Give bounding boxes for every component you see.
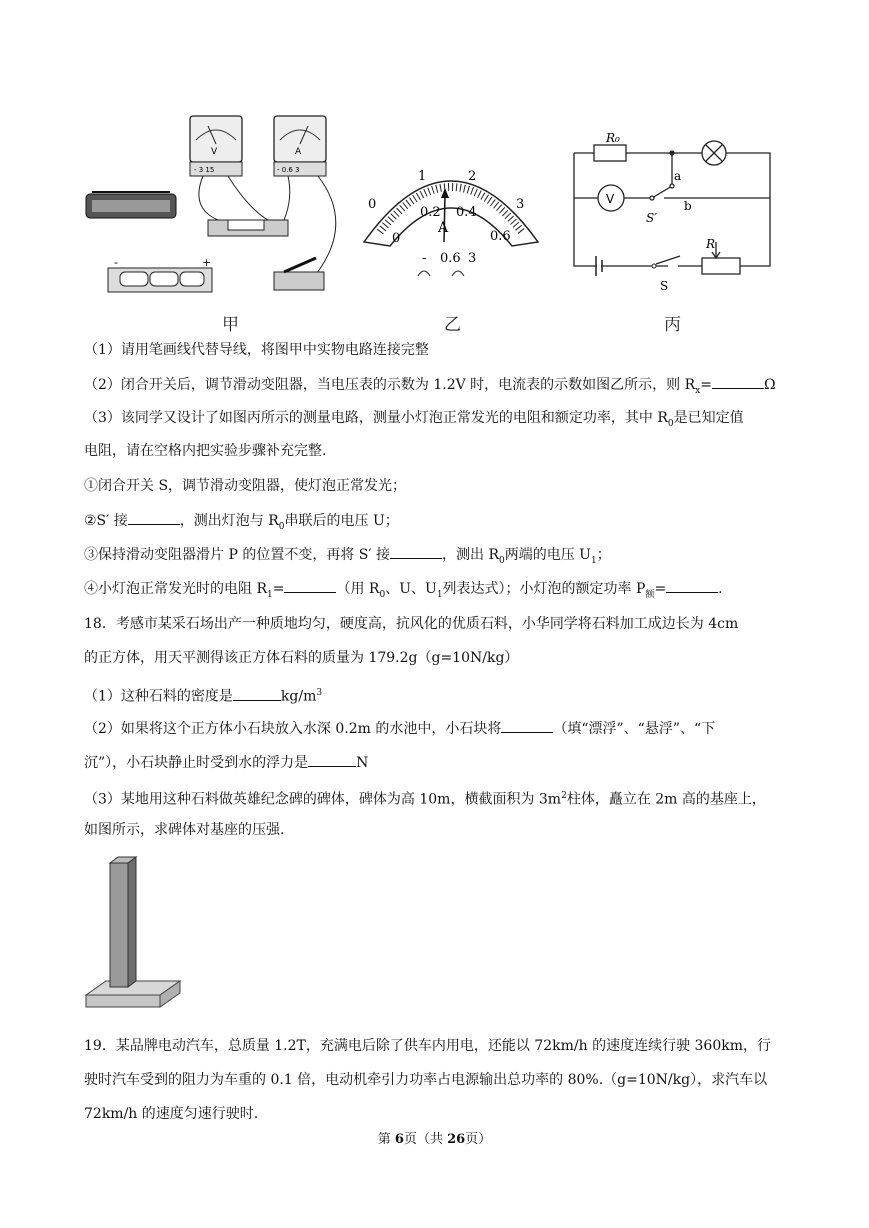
q17-part3-line1: （3）该同学又设计了如图丙所示的测量电路，测量小灯泡正常发光的电阻和额定功率，其中 $R_0$是已知定值 — [84, 410, 744, 429]
answer-blank-r1[interactable] — [284, 578, 336, 593]
figure-yi-caption: 乙 — [444, 315, 461, 335]
ammeter-letter: A — [295, 147, 302, 157]
svg-text:0: 0 — [392, 231, 401, 246]
q18-part3-line2: 如图所示，求碑体对基座的压强. — [84, 822, 285, 838]
answer-blank-rx[interactable] — [712, 374, 764, 389]
svg-text:0.4: 0.4 — [456, 205, 477, 220]
svg-text:0.2: 0.2 — [420, 205, 441, 220]
q18-part2-line2: 沉”），小石块静止时受到水的浮力是 N — [84, 752, 368, 773]
q17-step2: ②S′ 接 ，测出灯泡与 $R_0$串联后的电压 U； — [84, 510, 399, 537]
svg-text:1: 1 — [418, 169, 427, 184]
q19-line3: 72km/h 的速度匀速行驶时. — [84, 1106, 259, 1122]
q18-line2: 的正方体，用天平测得该正方体石料的质量为 179.2g（g=10N/kg） — [84, 650, 519, 666]
svg-text:b: b — [684, 199, 692, 213]
svg-text:V: V — [606, 192, 615, 206]
answer-blank-buoyancy[interactable] — [308, 752, 356, 767]
svg-text:3: 3 — [516, 197, 525, 212]
svg-text:0: 0 — [368, 197, 377, 212]
answer-blank-step2[interactable] — [128, 510, 180, 525]
svg-text:-: - — [422, 251, 427, 266]
svg-text:S′: S′ — [646, 211, 657, 225]
page-total: 26 — [447, 1132, 466, 1147]
q17-step4: ④小灯泡正常发光时的电阻 $R_1=$ （用 $R_0$、U、$U_1$列表达式）；小灯泡的额定功率 $P_额=$ . — [84, 578, 723, 605]
dial-unit-letter: A — [438, 220, 449, 236]
svg-text:- 3 15: - 3 15 — [194, 166, 215, 174]
svg-text:-: - — [114, 256, 118, 269]
q18-part2-line1: （2）如果将这个正方体小石块放入水深 0.2m 的水池中，小石块将 （填“漂浮”、“悬浮”、“下 — [84, 718, 715, 739]
q17-part3-line2: 电阻，请在空格内把实验步骤补充完整. — [84, 443, 327, 459]
answer-blank-power[interactable] — [666, 578, 718, 593]
figure-bing-circuit — [568, 128, 778, 293]
svg-text:S: S — [660, 279, 669, 293]
q19-line2: 驶时汽车受到的阻力为车重的 0.1 倍，电动机牵引力功率占电源输出总功率的 80%.（g=10N/kg），求汽车以 — [84, 1072, 768, 1088]
svg-text:R₀: R₀ — [606, 131, 620, 145]
page-footer: 第 6页（共 26页） — [377, 1132, 492, 1147]
q18-line1: 18．考感市某采石场出产一种质地均匀，硬度高，抗风化的优质石料，小华同学将石料加工成边长为 4cm — [84, 616, 739, 632]
figure-jia-circuit — [78, 108, 338, 298]
svg-text:2: 2 — [468, 169, 477, 184]
svg-text:+: + — [202, 256, 212, 269]
svg-text:3: 3 — [468, 251, 477, 266]
q18-part1: （1）这种石料的密度是 $kg/m^3$ — [84, 683, 322, 707]
svg-text:R: R — [706, 237, 716, 251]
q17-step3: ③保持滑动变阻器滑片 P 的位置不变，再将 S′ 接 ，测出 $R_0$两端的电压 $U_1$； — [84, 544, 611, 571]
monument-figure — [84, 855, 184, 1015]
q17-part2: （2）闭合开关后，调节滑动变阻器，当电压表的示数为 1.2V 时，电流表的示数如图乙所示，则 $R_x= \Omega$ — [84, 374, 776, 401]
q18-part3-line1: （3）某地用这种石料做英雄纪念碑的碑体，碑体为高 10m，横截面积为 $3m^2$柱体，矗立在 2m 高的基座上， — [84, 791, 766, 808]
q17-step1: ①闭合开关 S，调节滑动变阻器，使灯泡正常发光； — [84, 478, 407, 494]
figure-yi-dial — [356, 150, 546, 300]
answer-blank-float[interactable] — [501, 718, 553, 733]
answer-blank-step3[interactable] — [390, 544, 442, 559]
svg-text:- 0.6 3: - 0.6 3 — [277, 166, 300, 174]
q19-line1: 19．某品牌电动汽车，总质量 1.2T，充满电后除了供车内用电，还能以 72km/h 的速度连续行驶 360km，行 — [84, 1038, 772, 1054]
q17-part1: （1）请用笔画线代替导线，将图甲中实物电路连接完整 — [84, 342, 429, 358]
svg-text:a: a — [674, 169, 682, 183]
voltmeter-letter: V — [211, 147, 218, 157]
answer-blank-density[interactable] — [233, 686, 281, 701]
figure-jia-caption: 甲 — [222, 315, 239, 335]
svg-text:0.6: 0.6 — [440, 251, 461, 266]
figure-bing-caption: 丙 — [664, 315, 681, 335]
svg-text:0.6: 0.6 — [490, 229, 511, 244]
page-number: 6 — [394, 1132, 404, 1147]
